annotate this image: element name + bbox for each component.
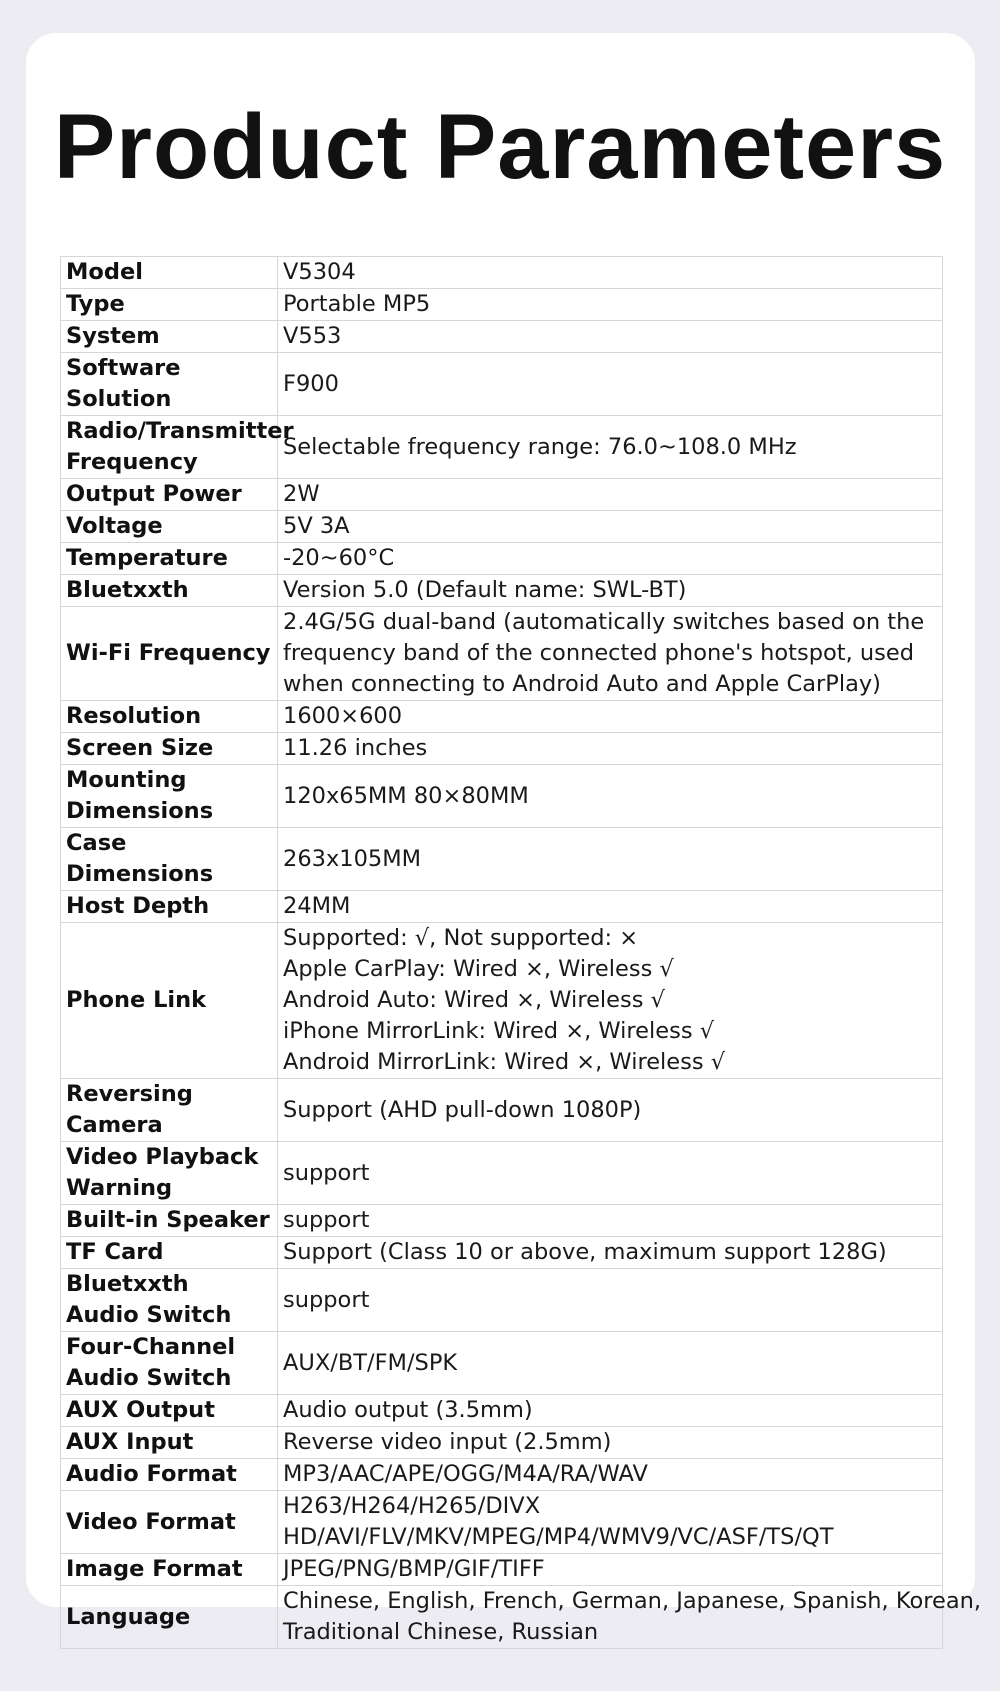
table-row	[61, 1554, 943, 1586]
parameter-value	[278, 1427, 943, 1459]
parameter-label: Bluetxxth Audio Switch	[61, 1269, 278, 1332]
parameter-value	[278, 733, 943, 765]
parameter-label: Video Playback Warning	[61, 1142, 278, 1205]
parameter-label: Mounting Dimensions	[61, 765, 278, 828]
parameter-value	[278, 765, 943, 828]
table-row	[61, 701, 943, 733]
parameter-value	[278, 543, 943, 575]
parameter-value-line: Support (Class 10 or above, maximum support 128G)	[283, 1239, 887, 1265]
table-row	[61, 511, 943, 543]
parameter-label: Language	[61, 1586, 278, 1649]
page-title: Product Parameters	[53, 96, 947, 198]
parameter-value-line: Support (AHD pull-down 1080P)	[283, 1096, 642, 1123]
parameter-label: Case Dimensions	[61, 828, 278, 891]
table-row	[61, 575, 943, 607]
parameter-value	[278, 701, 943, 733]
parameter-value	[278, 1079, 943, 1142]
table-row	[61, 1142, 943, 1205]
parameter-value-line: 2W	[283, 481, 320, 507]
parameter-value	[278, 416, 943, 479]
parameter-value-line: -20~60°C	[283, 545, 395, 571]
parameter-value-line: Reverse video input (2.5mm)	[283, 1429, 612, 1455]
parameter-label: System	[61, 321, 278, 353]
parameter-label: Audio Format	[61, 1459, 278, 1491]
parameter-label: Radio/Transmitter Frequency	[61, 416, 278, 479]
table-row	[61, 765, 943, 828]
parameter-label: Screen Size	[61, 733, 278, 765]
parameter-value-line: V5304	[283, 259, 356, 285]
parameter-value-line: iPhone MirrorLink: Wired ×, Wireless √	[283, 1018, 715, 1044]
table-row	[61, 321, 943, 353]
parameter-value-line: Chinese, English, French, German, Japanese, Spanish, Korean,	[283, 1588, 982, 1614]
parameter-value	[278, 321, 943, 353]
parameter-label: Resolution	[61, 701, 278, 733]
parameter-value	[278, 289, 943, 321]
table-row	[61, 607, 943, 701]
table-row	[61, 257, 943, 289]
table-row	[61, 1395, 943, 1427]
parameter-value-line: Portable MP5	[283, 291, 431, 317]
parameter-value-line: H263/H264/H265/DIVX	[283, 1493, 541, 1519]
parameter-value-line: HD/AVI/FLV/MKV/MPEG/MP4/WMV9/VC/ASF/TS/QT	[283, 1524, 834, 1550]
parameter-label: Type	[61, 289, 278, 321]
table-row	[61, 1332, 943, 1395]
table-row	[61, 1491, 943, 1554]
parameter-value-line: support	[283, 1207, 370, 1233]
table-row	[61, 1586, 943, 1649]
parameter-label: TF Card	[61, 1237, 278, 1269]
parameter-value	[278, 1586, 982, 1649]
parameter-value	[278, 511, 943, 543]
parameter-value	[278, 1554, 943, 1586]
parameter-value	[278, 575, 943, 607]
parameter-value-line: 2.4G/5G dual-band (automatically switches based on the	[283, 609, 925, 635]
parameter-value	[278, 1205, 943, 1237]
table-row	[61, 353, 943, 416]
parameter-label: Built-in Speaker	[61, 1205, 278, 1237]
parameter-label: Voltage	[61, 511, 278, 543]
parameter-value	[278, 353, 943, 416]
parameter-value-line: Audio output (3.5mm)	[283, 1397, 533, 1423]
table-row	[61, 828, 943, 891]
parameter-label: Reversing Camera	[61, 1079, 278, 1142]
parameters-table-body	[61, 257, 982, 1649]
table-row	[61, 1237, 943, 1269]
parameter-value-line: 5V 3A	[283, 513, 350, 539]
table-row	[61, 289, 943, 321]
parameter-value	[278, 828, 943, 891]
parameter-label: Software Solution	[61, 353, 278, 416]
parameter-value-line: Android MirrorLink: Wired ×, Wireless √	[283, 1049, 726, 1075]
parameter-label: Bluetxxth	[61, 575, 278, 607]
table-row	[61, 1269, 943, 1332]
table-row	[61, 923, 943, 1079]
parameter-label: Model	[61, 257, 278, 289]
parameter-value-line: MP3/AAC/APE/OGG/M4A/RA/WAV	[283, 1461, 648, 1487]
parameter-value-line: Android Auto: Wired ×, Wireless √	[283, 987, 665, 1013]
parameter-value-line: AUX/BT/FM/SPK	[283, 1349, 458, 1376]
parameter-value-line: support	[283, 1159, 370, 1186]
table-row	[61, 733, 943, 765]
parameter-value	[278, 1491, 943, 1554]
parameter-value-line: frequency band of the connected phone's hotspot, used	[283, 640, 914, 666]
parameters-table	[60, 256, 982, 1649]
table-row	[61, 543, 943, 575]
table-row	[61, 479, 943, 511]
parameter-value-line: 24MM	[283, 893, 351, 919]
table-row	[61, 891, 943, 923]
parameter-value-line: support	[283, 1286, 370, 1313]
parameter-value-line: 1600×600	[283, 703, 403, 729]
table-row	[61, 1459, 943, 1491]
parameter-value-line: JPEG/PNG/BMP/GIF/TIFF	[283, 1556, 545, 1582]
parameter-label: Image Format	[61, 1554, 278, 1586]
parameter-label: Video Format	[61, 1491, 278, 1554]
parameter-value	[278, 1237, 943, 1269]
parameter-value-line: Supported: √, Not supported: ×	[283, 925, 639, 951]
parameter-value	[278, 607, 943, 701]
parameter-value	[278, 1395, 943, 1427]
table-row	[61, 1079, 943, 1142]
parameter-value	[278, 1332, 943, 1395]
parameter-value-line: Selectable frequency range: 76.0~108.0 MHz	[283, 433, 797, 460]
parameter-label: Phone Link	[61, 923, 278, 1079]
table-row	[61, 1427, 943, 1459]
parameter-value-line: V553	[283, 323, 342, 349]
parameter-label: Temperature	[61, 543, 278, 575]
parameter-value	[278, 1459, 943, 1491]
parameter-label: AUX Input	[61, 1427, 278, 1459]
parameter-value-line: 11.26 inches	[283, 735, 428, 761]
parameter-value-line: Version 5.0 (Default name: SWL-BT)	[283, 577, 687, 603]
parameter-value	[278, 1142, 943, 1205]
parameter-label: Four-Channel Audio Switch	[61, 1332, 278, 1395]
parameter-label: Output Power	[61, 479, 278, 511]
parameter-label: Wi-Fi Frequency	[61, 607, 278, 701]
parameter-label: Host Depth	[61, 891, 278, 923]
table-row	[61, 1205, 943, 1237]
parameter-value-line: Traditional Chinese, Russian	[283, 1619, 599, 1645]
parameter-value	[278, 891, 943, 923]
parameter-label: AUX Output	[61, 1395, 278, 1427]
table-row	[61, 416, 943, 479]
parameter-value-line: 120x65MM 80×80MM	[283, 782, 529, 809]
parameter-value-line: when connecting to Android Auto and Apple CarPlay)	[283, 671, 881, 697]
parameter-value	[278, 1269, 943, 1332]
parameter-value	[278, 923, 943, 1079]
parameter-value	[278, 479, 943, 511]
parameter-value	[278, 257, 943, 289]
parameter-value-line: Apple CarPlay: Wired ×, Wireless √	[283, 956, 674, 982]
parameter-value-line: F900	[283, 370, 339, 397]
parameter-value-line: 263x105MM	[283, 845, 422, 872]
